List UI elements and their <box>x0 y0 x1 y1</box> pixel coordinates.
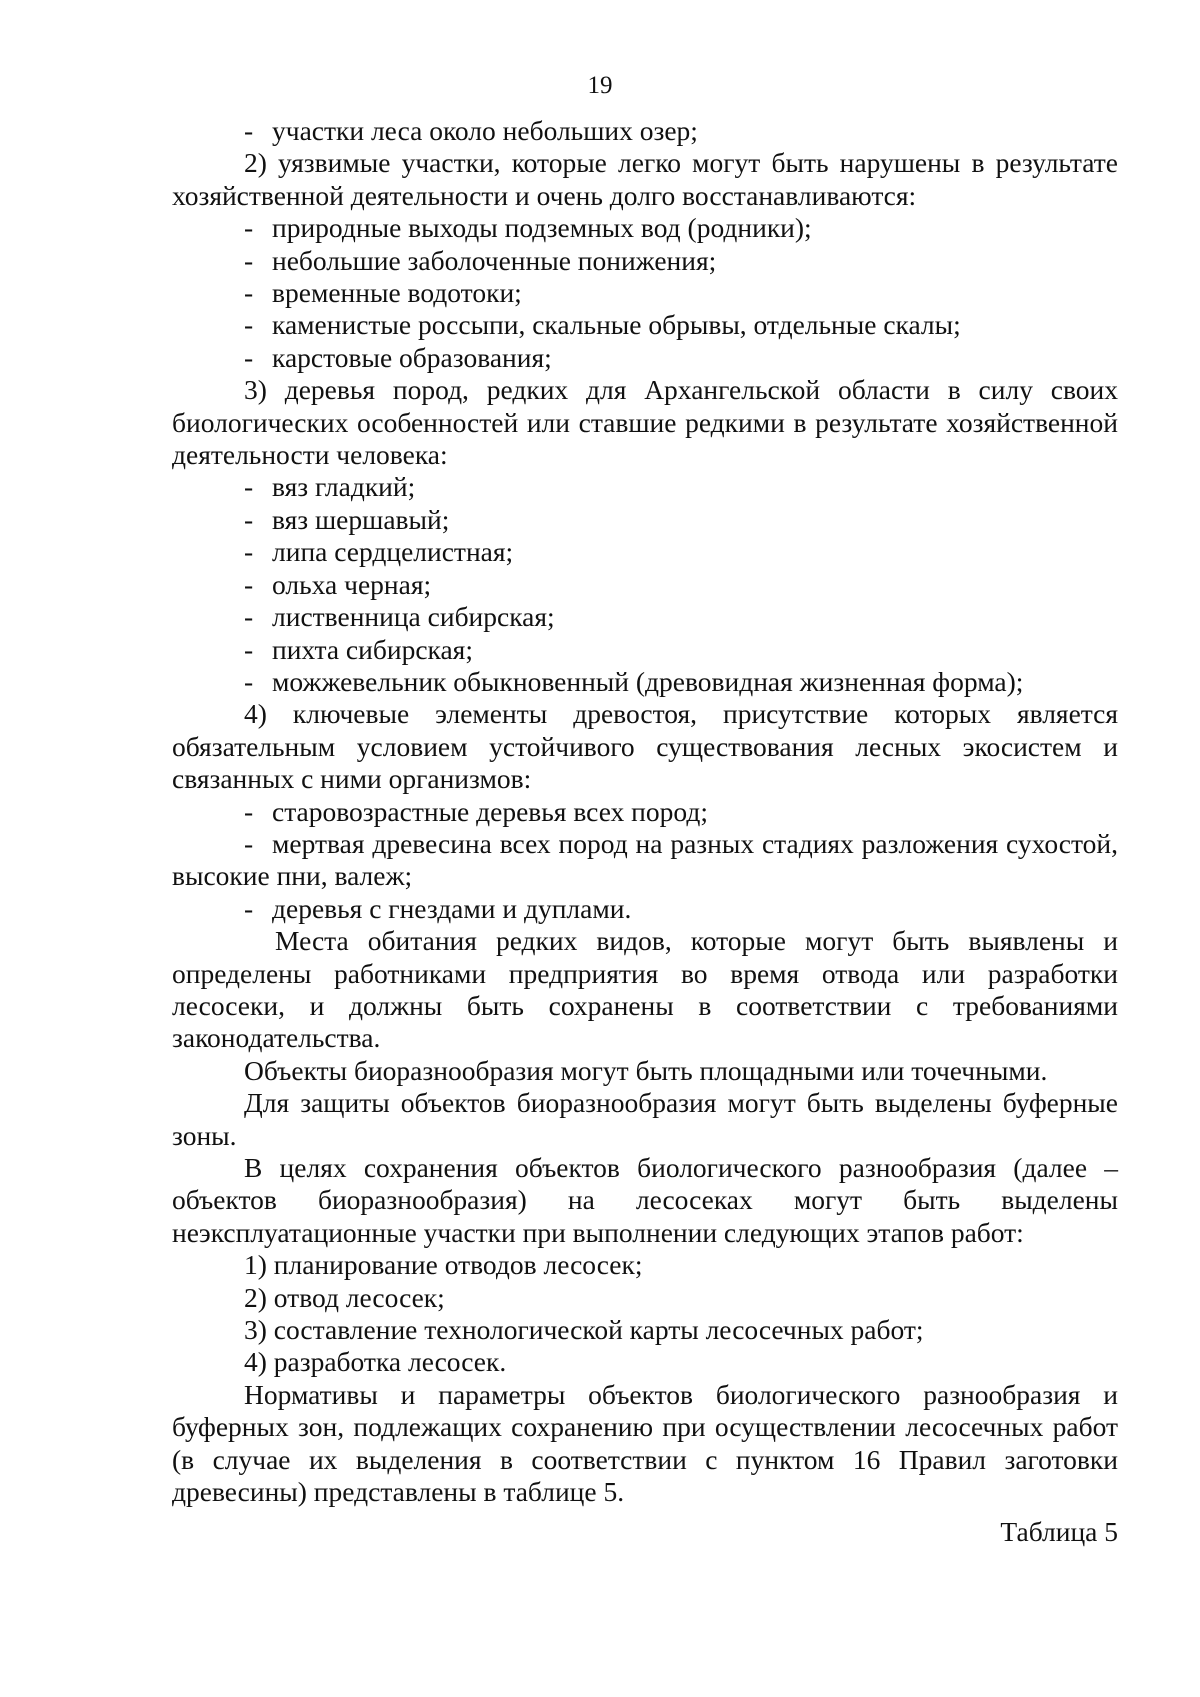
list-dash: - <box>244 244 254 276</box>
list-item: - участки леса около небольших озер; <box>244 115 698 146</box>
list-dash: - <box>244 471 254 503</box>
list-dash: - <box>244 601 254 633</box>
list-item: - карстовые образования; <box>244 341 552 373</box>
paragraph: 2) уязвимые участки, которые легко могут быть нарушены в результате хозяйственной деятельности и очень долго восстанавливаются: <box>172 147 1118 211</box>
list-dash: - <box>244 665 254 697</box>
list-item: - мертвая древесина всех пород на разных стадиях разложения сухостой, высокие пни, валеж; <box>172 827 1118 892</box>
list-dash: - <box>244 341 254 373</box>
paragraph: 4) ключевые элементы древостоя, присутствие которых является обязательным условием устойчивого существования лесных экосистем и связанных с ними организмов: <box>172 698 1118 795</box>
list-item: 4) разработка лесосек. <box>244 1346 507 1378</box>
paragraph: Нормативы и параметры объектов биологического разнообразия и буферных зон, подлежащих сохранению при осуществлении лесосечных работ (в случае их выделения в соответствии с пунктом 16 Правил заготовки древесины) представлены в таблице 5. <box>172 1378 1118 1508</box>
list-item: 2) отвод лесосек; <box>244 1281 445 1313</box>
list-item: - природные выходы подземных вод (родники); <box>244 212 812 244</box>
list-dash: - <box>244 309 254 341</box>
list-dash: - <box>244 892 254 924</box>
list-item: - деревья с гнездами и дуплами. <box>244 892 632 924</box>
paragraph: Для защиты объектов биоразнообразия могут быть выделены буферные зоны. <box>172 1087 1118 1151</box>
list-dash: - <box>244 795 254 827</box>
list-dash: - <box>244 568 254 600</box>
list-item: - временные водотоки; <box>244 277 522 309</box>
list-dash: - <box>244 633 254 665</box>
document-body <box>172 115 1118 1549</box>
paragraph: В целях сохранения объектов биологического разнообразия (далее – объектов биоразнообразия) на лесосеках могут быть выделены неэксплуатационные участки при выполнении следующих этапов работ: <box>172 1152 1118 1248</box>
list-dash: - <box>244 536 254 568</box>
page-number: 19 <box>587 72 613 99</box>
paragraph: Объекты биоразнообразия могут быть площадными или точечными. <box>244 1054 1048 1086</box>
list-item: - лиственница сибирская; <box>244 601 555 633</box>
list-item: - липа сердцелистная; <box>244 536 514 568</box>
list-dash: - <box>244 277 254 309</box>
list-item: 1) планирование отводов лесосек; <box>244 1249 643 1281</box>
list-item: - вяз гладкий; <box>244 471 416 503</box>
list-dash: - <box>244 503 254 535</box>
list-dash: - <box>244 115 254 146</box>
table-caption: Таблица 5 <box>1000 1516 1118 1548</box>
list-dash: - <box>244 212 254 244</box>
list-item: - каменистые россыпи, скальные обрывы, отдельные скалы; <box>244 309 961 341</box>
list-item: 3) составление технологической карты лесосечных работ; <box>244 1314 924 1346</box>
paragraph: Места обитания редких видов, которые могут быть выявлены и определены работниками предприятия во время отвода или разработки лесосеки, и должны быть сохранены в соответствии с требованиями законодательства. <box>172 925 1118 1054</box>
list-item: - старовозрастные деревья всех пород; <box>244 795 708 827</box>
list-item: - небольшие заболоченные понижения; <box>244 244 717 276</box>
list-item: - ольха черная; <box>244 568 432 600</box>
list-item: - вяз шершавый; <box>244 503 450 535</box>
list-dash: - <box>244 827 254 859</box>
paragraph: 3) деревья пород, редких для Архангельской области в силу своих биологических особенностей или ставшие редкими в результате хозяйственной деятельности человека: <box>172 374 1118 471</box>
list-item: - пихта сибирская; <box>244 633 473 665</box>
list-item: - можжевельник обыкновенный (древовидная жизненная форма); <box>244 665 1024 697</box>
